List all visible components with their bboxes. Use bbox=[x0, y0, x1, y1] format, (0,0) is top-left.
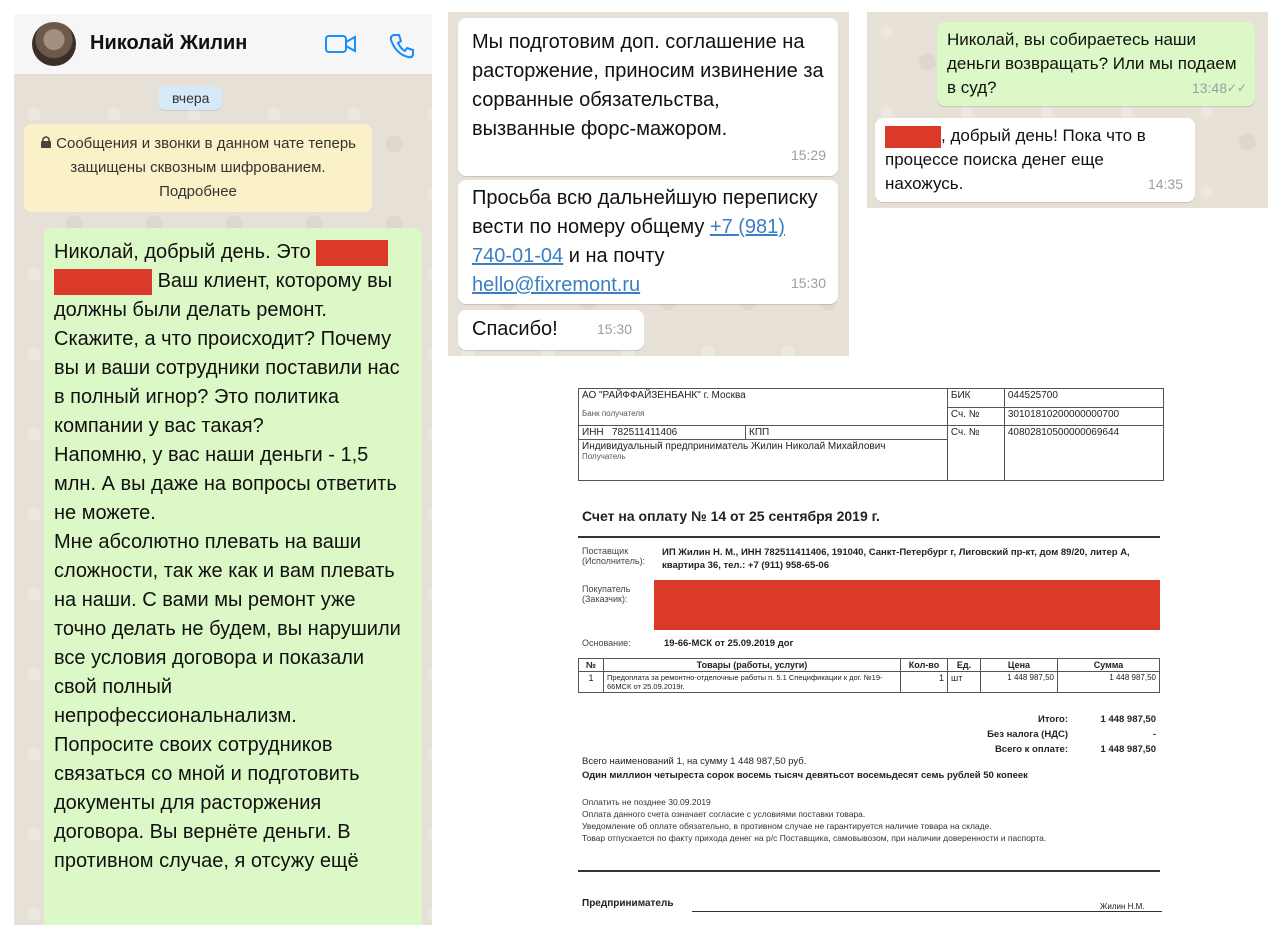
chat-screenshot-main bbox=[14, 14, 432, 925]
redacted-block bbox=[885, 126, 941, 148]
message-bubble-outgoing[interactable] bbox=[44, 228, 422, 925]
email-link[interactable]: hello@fixremont.ru bbox=[472, 274, 641, 296]
bank-label: Банк получателя bbox=[582, 409, 645, 418]
message-text: Ваш клиент, которому вы должны были делать ремонт. Скажите, а что происходит? Почему вы и ваши сотрудники поставили нас в полный игнор? Это политика компании у вас такая? bbox=[54, 270, 400, 437]
due-value: 1 448 987,50 bbox=[1100, 744, 1156, 755]
basis-value: 19-66-МСК от 25.09.2019 дог bbox=[664, 638, 794, 649]
chat-header bbox=[14, 14, 432, 75]
table-cell: 1 bbox=[579, 672, 604, 693]
table-cell: Предоплата за ремонтно-отделочные работы п. 5.1 Спецификации к дог. №19-66МСК от 25.09.2019г. bbox=[604, 672, 901, 693]
message-text: Николай, вы собираетесь наши деньги возвращать? Или мы подаем в суд? bbox=[947, 30, 1237, 97]
amount-in-words: Один миллион четыреста сорок восемь тысяч девятьсот восемьдесят семь рублей 50 копеек bbox=[582, 770, 1028, 781]
payment-note: Уведомление об оплате обязательно, в противном случае не гарантируется наличие товара на складе. bbox=[582, 821, 992, 831]
message-text: Напомню, у вас наши деньги - 1,5 млн. А вы даже на вопросы ответить не можете. bbox=[54, 444, 397, 524]
video-call-icon[interactable] bbox=[324, 32, 358, 61]
table-cell: 1 448 987,50 bbox=[1058, 672, 1160, 693]
recipient-acc-value: 40802810500000069644 bbox=[1004, 426, 1163, 481]
phone-icon[interactable] bbox=[388, 32, 416, 65]
payment-note: Оплата данного счета означает согласие с условиями поставки товара. bbox=[582, 809, 866, 819]
col-header: Сумма bbox=[1058, 659, 1160, 672]
due-label: Всего к оплате: bbox=[994, 744, 1068, 755]
date-pill: вчера bbox=[158, 86, 223, 110]
message-bubble-outgoing[interactable] bbox=[937, 22, 1255, 106]
message-text: Просьба всю дальнейшую переписку вести по номеру общему bbox=[472, 187, 818, 238]
invoice-title: Счет на оплату № 14 от 25 сентября 2019 г. bbox=[582, 508, 880, 524]
contact-name[interactable]: Николай Жилин bbox=[90, 32, 248, 54]
message-text: Попросите своих сотрудников связаться со мной и подготовить документы для расторжения договора. Вы вернёте деньги. В противном случае, я отсужу ещё bbox=[54, 734, 360, 872]
divider bbox=[578, 870, 1160, 872]
col-header: Товары (работы, услуги) bbox=[604, 659, 901, 672]
bik-label: БИК bbox=[947, 389, 1004, 408]
message-time: 15:30 bbox=[596, 321, 632, 337]
supplier-label: Поставщик (Исполнитель): bbox=[582, 546, 646, 566]
message-time: 15:30 bbox=[790, 275, 826, 291]
table-cell: 1 bbox=[901, 672, 948, 693]
vat-label: Без налога (НДС) bbox=[987, 729, 1068, 740]
signer-label: Предприниматель bbox=[582, 898, 674, 909]
message-text: Спасибо! bbox=[472, 318, 558, 340]
buyer-label: Покупатель (Заказчик): bbox=[582, 584, 631, 604]
message-text: и на почту bbox=[568, 245, 665, 267]
message-time: 15:29 bbox=[790, 147, 826, 163]
invoice-document bbox=[570, 378, 1170, 918]
message-text: Николай, добрый день. Это bbox=[54, 241, 311, 263]
bank-name: АО "РАЙФФАЙЗЕНБАНК" г. Москва bbox=[582, 390, 746, 401]
corr-acc-label: Сч. № bbox=[947, 407, 1004, 426]
inn-label: ИНН bbox=[582, 427, 604, 438]
message-text: , добрый день! Пока что в процессе поиска денег еще нахожусь. bbox=[885, 126, 1146, 193]
table-cell: шт bbox=[948, 672, 981, 693]
chat-screenshot-reply bbox=[448, 12, 849, 356]
message-text: Мы подготовим доп. соглашение на расторжение, приносим извинение за сорванные обязательства, вызванные форс-мажором. bbox=[472, 31, 824, 140]
recipient-acc-label: Сч. № bbox=[947, 426, 1004, 481]
corr-acc-value: 30101810200000000700 bbox=[1004, 407, 1163, 426]
inn-value: 782511411406 bbox=[611, 427, 678, 438]
table-cell: 1 448 987,50 bbox=[981, 672, 1058, 693]
bik-value: 044525700 bbox=[1004, 389, 1163, 408]
phone-link[interactable]: +7 (981) 740-01-04 bbox=[472, 216, 785, 267]
read-ticks-icon: ✓✓ bbox=[1226, 81, 1247, 95]
message-bubble-incoming[interactable] bbox=[458, 180, 838, 304]
total-value: 1 448 987,50 bbox=[1100, 714, 1156, 725]
message-time: 14:35 bbox=[1147, 176, 1183, 192]
basis-label: Основание: bbox=[582, 638, 631, 648]
avatar[interactable] bbox=[32, 22, 76, 66]
kpp-label: КПП bbox=[746, 426, 948, 440]
supplier-value: ИП Жилин Н. М., ИНН 782511411406, 191040, Санкт-Петербург г, Лиговский пр-кт, дом 89/20, литер А, квартира 36, тел.: +7 (911) 958-65-06 bbox=[662, 547, 1130, 571]
signer-name: Жилин Н.М. bbox=[1100, 902, 1145, 911]
bank-details-table bbox=[578, 388, 1164, 481]
col-header: Цена bbox=[981, 659, 1058, 672]
total-label: Итого: bbox=[1038, 714, 1068, 725]
message-bubble-incoming[interactable] bbox=[458, 310, 644, 350]
encryption-notice-text: Сообщения и звонки в данном чате теперь защищены сквозным шифрованием. Подробнее bbox=[56, 135, 357, 200]
divider bbox=[578, 536, 1160, 538]
payment-note: Оплатить не позднее 30.09.2019 bbox=[582, 797, 711, 807]
redacted-block bbox=[54, 269, 152, 295]
goods-table bbox=[578, 658, 1160, 693]
message-bubble-incoming[interactable] bbox=[875, 118, 1195, 202]
encryption-notice[interactable] bbox=[24, 124, 372, 212]
message-bubble-incoming[interactable] bbox=[458, 18, 838, 176]
chat-screenshot-followup bbox=[867, 12, 1268, 208]
col-header: Ед. bbox=[948, 659, 981, 672]
vat-value: - bbox=[1152, 729, 1156, 740]
message-time: 13:48 bbox=[1191, 80, 1227, 96]
recipient-name: Индивидуальный предприниматель Жилин Николай Михайлович bbox=[582, 441, 886, 452]
recipient-label: Получатель bbox=[582, 452, 626, 461]
col-header: Кол-во bbox=[901, 659, 948, 672]
lock-icon bbox=[40, 135, 56, 152]
signature-line bbox=[692, 911, 1162, 912]
redacted-block bbox=[316, 240, 388, 266]
message-text: Мне абсолютно плевать на ваши сложности, так же как и вам плевать на наши. С вами мы ремонт уже точно делать не будем, вы нарушили все условия договора и показали свой полный непрофессиональнализм. bbox=[54, 531, 401, 727]
payment-note: Товар отпускается по факту прихода денег на р/с Поставщика, самовывозом, при наличии доверенности и паспорта. bbox=[582, 833, 1047, 843]
col-header: № bbox=[579, 659, 604, 672]
summary-line: Всего наименований 1, на сумму 1 448 987,50 руб. bbox=[582, 756, 807, 767]
table-row bbox=[579, 672, 1160, 693]
redacted-block bbox=[654, 580, 1160, 630]
